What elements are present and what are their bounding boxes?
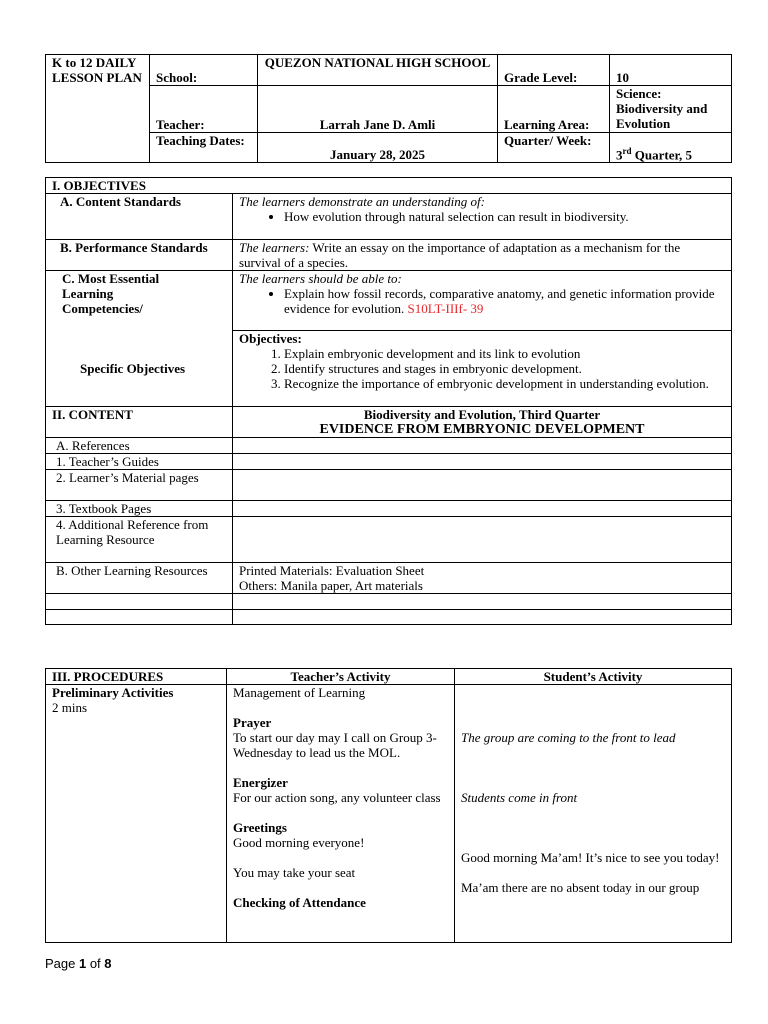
greetings-text: Good morning everyone! xyxy=(233,835,365,850)
blank-row-cell xyxy=(233,610,732,625)
ref-textbook-pages: 3. Textbook Pages xyxy=(46,501,233,517)
content-title-cell xyxy=(233,407,732,438)
content-standards-cell xyxy=(233,194,732,240)
other-resources-label: B. Other Learning Resources xyxy=(46,563,233,594)
blank-row-cell xyxy=(46,610,233,625)
teacher-activity-cell xyxy=(227,685,455,943)
performance-standards-cell xyxy=(233,240,732,271)
quarter-label: Quarter/ Week: xyxy=(498,133,610,163)
specific-objective-3: 3. Recognize the importance of embryonic development in understanding evolution. xyxy=(284,376,725,391)
melc-cell xyxy=(233,271,732,331)
specific-objective-1: 1. Explain embryonic development and its link to evolution xyxy=(284,346,725,361)
grade-value: 10 xyxy=(610,55,732,86)
greetings-title: Greetings xyxy=(233,820,287,835)
page-footer: Page 1 of 8 xyxy=(45,956,112,971)
procedures-table xyxy=(45,668,732,943)
content-standards-label: A. Content Standards xyxy=(46,194,233,240)
melc-code: S10LT-IIIf- 39 xyxy=(407,301,484,316)
student-activity-heading: Student’s Activity xyxy=(455,669,732,685)
dates-value: January 28, 2025 xyxy=(258,133,498,163)
objectives-heading: I. OBJECTIVES xyxy=(46,178,732,194)
blank-row-cell xyxy=(46,594,233,610)
ref-learners-material: 2. Learner’s Material pages xyxy=(46,470,233,501)
time-label: 2 mins xyxy=(52,700,88,715)
specific-heading: Objectives: xyxy=(239,331,302,346)
preliminary-cell xyxy=(46,685,227,943)
header-table xyxy=(45,54,732,163)
melc-label: C. Most Essential Learning Competencies/ xyxy=(62,271,160,316)
performance-standards-label: B. Performance Standards xyxy=(46,240,233,271)
absent-student: Ma’am there are no absent today in our group xyxy=(461,880,700,895)
competencies-cell xyxy=(46,271,233,407)
energizer-student: Students come in front xyxy=(461,790,578,805)
area-label: Learning Area: xyxy=(498,86,610,133)
prayer-title: Prayer xyxy=(233,715,272,730)
dates-label: Teaching Dates: xyxy=(150,133,258,163)
teacher-activity-heading: Teacher’s Activity xyxy=(227,669,455,685)
specific-objectives-cell xyxy=(233,331,732,407)
content-line1: Biodiversity and Evolution, Third Quarter xyxy=(363,407,601,422)
energizer-title: Energizer xyxy=(233,775,288,790)
melc-bullet: • Explain how fossil records, comparative anatomy, and genetic information provide evidence for evolution. S10LT-IIIf- 39 xyxy=(284,286,725,316)
grade-label: Grade Level: xyxy=(498,55,610,86)
ref-teachers-guides-value xyxy=(233,454,732,470)
references-value xyxy=(233,438,732,454)
content-bullet: • How evolution through natural selection can result in biodiversity. xyxy=(284,209,725,224)
content-heading: II. CONTENT xyxy=(46,407,233,438)
greetings-student: Good morning Ma’am! It’s nice to see you today! xyxy=(461,850,720,865)
seat-text: You may take your seat xyxy=(233,865,356,880)
other-line1: Printed Materials: Evaluation Sheet xyxy=(239,563,425,578)
content-intro: The learners demonstrate an understanding of: xyxy=(239,194,485,209)
references-label: A. References xyxy=(46,438,233,454)
content-line2: EVIDENCE FROM EMBRYONIC DEVELOPMENT xyxy=(319,422,645,437)
prayer-text: To start our day may I call on Group 3- Wednesday to lead us the MOL. xyxy=(233,730,437,760)
school-label: School: xyxy=(150,55,258,86)
specific-objective-2: 2. Identify structures and stages in embryonic development. xyxy=(284,361,725,376)
teacher-value: Larrah Jane D. Amli xyxy=(258,86,498,133)
melc-intro: The learners should be able to: xyxy=(239,271,402,286)
ref-textbook-pages-value xyxy=(233,501,732,517)
ref-additional-value xyxy=(233,517,732,563)
page-total: 8 xyxy=(104,956,112,971)
blank-row-cell xyxy=(233,594,732,610)
quarter-value: 3rd Quarter, 5 xyxy=(610,133,732,163)
other-line2: Others: Manila paper, Art materials xyxy=(239,578,423,593)
objectives-table xyxy=(45,177,732,625)
perf-text: Write an essay on the importance of adaptation as a mechanism for the survival of a species. xyxy=(239,240,681,270)
perf-intro: The learners: xyxy=(239,240,310,255)
ref-learners-material-value xyxy=(233,470,732,501)
other-resources-cell xyxy=(233,563,732,594)
attendance-title: Checking of Attendance xyxy=(233,895,366,910)
program-title: K to 12 DAILY LESSON PLAN xyxy=(46,55,150,163)
energizer-text: For our action song, any volunteer class xyxy=(233,790,441,805)
procedures-heading: III. PROCEDURES xyxy=(46,669,227,685)
prayer-student: The group are coming to the front to lead xyxy=(461,730,676,745)
ref-additional: 4. Additional Reference from Learning Resource xyxy=(46,517,233,563)
ref-teachers-guides: 1. Teacher’s Guides xyxy=(46,454,233,470)
management-label: Management of Learning xyxy=(233,685,366,700)
page-number: 1 xyxy=(78,956,87,971)
school-value: QUEZON NATIONAL HIGH SCHOOL xyxy=(258,55,498,86)
preliminary-label: Preliminary Activities xyxy=(52,685,174,700)
student-activity-cell xyxy=(455,685,732,943)
area-value: Science: Biodiversity and Evolution xyxy=(610,86,732,133)
specific-objectives-label: Specific Objectives xyxy=(80,361,186,376)
teacher-label: Teacher: xyxy=(150,86,258,133)
